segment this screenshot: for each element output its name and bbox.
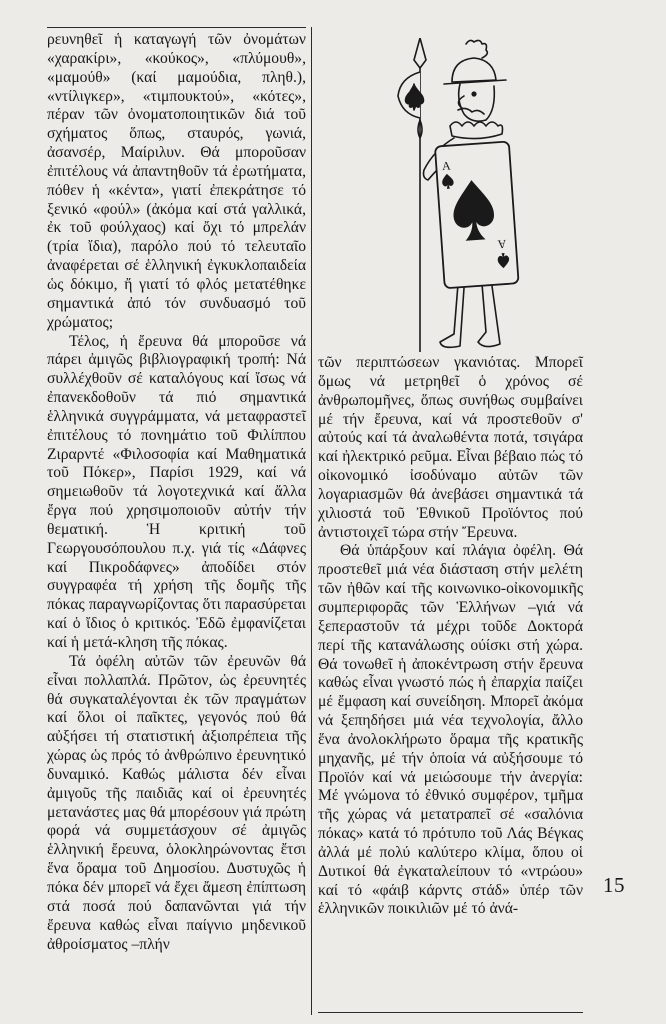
column-top-rule — [47, 27, 306, 28]
helmet-plume — [466, 40, 487, 58]
right-text-column — [318, 354, 583, 919]
paragraph: ρευνηθεῖ ἡ καταγωγή τῶν ὀνομάτων «χαρακίρι», «κούκος», «πλύμουθ», «μαμούθ» (καί μαμούδια, πληθ.), «ντίλιγκερ», «τιμπουκτού», «κότες», πέραν τῶν ὀνοματοποιητικῶν διά τοῦ σχήματος ὅπως, σταυρός, γωνιά, ἀσανσέρ, Μαίριλυν. Θά μποροῦσαν ἐπιτέλους νά ἀπαντηθοῦν τά ἐρωτήματα, πόθεν ἡ «κέντα», γιατί ἐπεκράτησε τό ξενικό «φούλ» (ἀκόμα καί στά γαλλικά, ἐκ τοῦ φούλχαος) καί ὄχι τό μπρελάν (τρία ἴδια), παρόλο πού τό τελευταῖο ἀναφέρεται σέ ἑλληνική ἐγκυκλοπαιδεία ὡς δόκιμο, ἤ γιατί τό φλός μετατέθηκε σημαντικά ἀπό τόν συνδυασμό τοῦ χρώματος; — [47, 31, 306, 331]
column-divider — [311, 27, 312, 1015]
helmet — [452, 58, 496, 82]
left-text-column — [47, 31, 306, 954]
halberd-blade — [414, 38, 426, 68]
card-soldier-illustration — [378, 38, 528, 352]
paragraph: Τά ὀφέλη αὐτῶν τῶν ἐρευνῶν θά εἶναι πολλαπλά. Πρῶτον, ὡς ἐρευνητές θά συγκαταλέγονται ἐκ τῶν πραγμάτων καί ὅλοι οἱ παῖκτες, γεγονός πού θά αὐξήσει τή στατιστική ἀξιοπρέπεια τῆς χώρας ὡς πρός τό ἀνθρώπινο ἐρευνητικό δυναμικό. Καθώς μάλιστα δέν εἶναι ἀμιγοῦς τῆς παιδιᾶς καί οἱ ἐρευνητές μετανάστες μας θά μπορέσουν γιά πρώτη φορά νά συμμετάσχουν σέ ἀμιγῶς ἑλληνική ἔρευνα, ὁλοκληρώνοντας ἔτσι ἕνα ὅραμα τοῦ Δημοσίου. Δυστυχῶς ἡ πόκα δέν μπορεῖ νά ἔχει ἄμεση ἐπίπτωση στά ποσά πού δαπανῶνται γιά τήν ἔρευνα καθώς εἶναι παίγνιο μηδενικοῦ ἀθροίσματος –πλήν — [47, 652, 306, 953]
column-bottom-rule — [318, 1012, 583, 1013]
left-leg — [440, 284, 464, 347]
face — [459, 84, 495, 121]
card-rank-bottom: A — [497, 236, 507, 252]
right-leg — [478, 284, 500, 347]
playing-card — [435, 141, 519, 288]
paragraph: Τέλος, ἡ ἔρευνα θά μποροῦσε νά πάρει ἀμιγῶς βιβλιογραφική τροπή: Νά συλλέχθοῦν σέ καταλόγους καί ἴσως νά ἐπανεκδοθοῦν τά πιό σημαντικά ἑλληνικά συγγράμματα, νά μεταφραστεῖ ἐπιτέλους τό πονημάτιο τοῦ Φιλίππου Ζιραρντέ «Φιλοσοφία καί Μαθηματικά τοῦ Πόκερ», Παρίσι 1929, καί νά σημειωθοῦν τά λογοτεχνικά καί ἄλλα ἔργα πού χρησιμοποιοῦν αὐτήν τήν θεματική. Ἡ κριτική τοῦ Γεωργουσόπουλου π.χ. γιά τίς «Δάφνες καί Πικροδάφνες» ἀποδίδει στόν συγγραφέα τή χρήση τῆς δομῆς τῆς πόκας παραγνωρίζοντας ὅτι παρασύρεται καί ὁ ἴδιος ὁ κριτικός. Ἐδῶ ἐμφανίζεται καί ἡ μετά-κληση τῆς πόκας. — [47, 332, 306, 651]
paragraph: Θά ὑπάρξουν καί πλάγια ὀφέλη. Θά προστεθεῖ μιά νέα διάσταση στήν μελέτη τῶν ἠθῶν καί τῆς κοινωνικο-οἰκονομικῆς συμπεριφορᾶς τῶν Ἑλλήνων –γιά νά ξεπεραστοῦν τά μέχρι τοῦδε Δοκτορά περί τῆς κατανάλωσης ούίσκι στή χώρα. Θά τονωθεῖ ἡ ἀποκέντρωση στήν ἔρευνα καθώς εἶναι γνωστό πώς ἡ ἐπαρχία παίζει μέ ἔμφαση καί συνείδηση. Μπορεῖ ἀκόμα νά ξεπηδήσει μιά νέα τεχνολογία, ἄλλο ἕνα ἀνολοκλήρωτο ὅραμα τῆς κρατικῆς μηχανῆς, μέ τήν ὁποία νά αὐξήσουμε τό Προϊόν καί νά μειώσουμε τήν ἀνεργία: Μέ γνώμονα τό ἐθνικό συμφέρον, τμῆμα τῆς χώρας νά μετατραπεῖ σέ «σαλόνια πόκας» κατά τό πρότυπο τοῦ Λάς Βέγκας ἀλλά μέ πολύ καλύτερο κλίμα, ὅπου οἱ Δυτικοί θά ἐγκαταλείπουν τό «ντρώου» καί τό «φάιβ κάρντς στάδ» ὑπέρ τῶν ἑλληνικῶν ποικιλιῶν μέ τό ἀνά- — [318, 542, 583, 918]
card-rank-top: A — [441, 158, 452, 174]
page-number: 15 — [603, 873, 625, 897]
eye — [472, 92, 476, 96]
paragraph: τῶν περιπτώσεων γκανιότας. Μπορεῖ ὅμως νά μετρηθεῖ ὁ χρόνος σέ ἀνθρωπομῆνες, ὅπως συνήθως συμβαίνει μέ τήν ἔρευνα, καί νά προστεθοῦν σ' αὐτούς καί τά ἀναλωθέντα ποτά, τσιγάρα καί ἠλεκτρικό ρεῦμα. Εἶναι βέβαιο πώς τό οἰκονομικό ἰσοδύναμο αὐτῶν τῶν λογαριασμῶν θά ἀνεβάσει σημαντικά τά χιλιοστά τοῦ Ἐθνικοῦ Προϊόντος πού ἀντιστοιχεῖ τώρα στήν Ἔρευνα. — [318, 354, 583, 541]
ruff-collar — [450, 122, 503, 139]
